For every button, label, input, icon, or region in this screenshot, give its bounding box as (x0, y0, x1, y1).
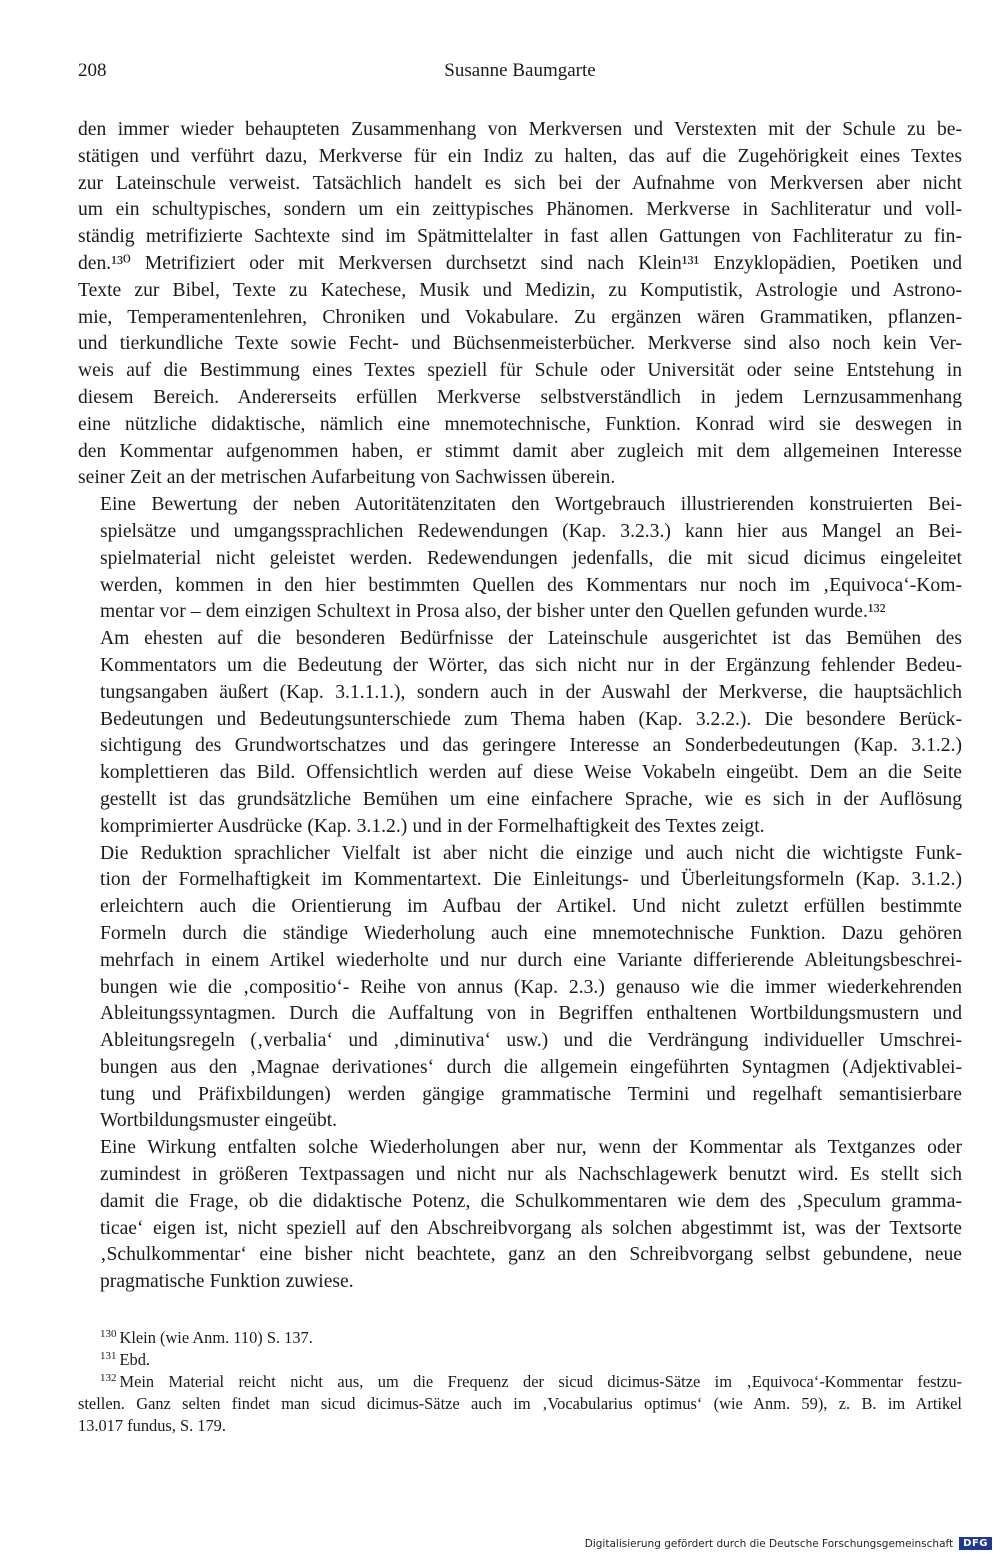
text-line: um ein schultypisches, sondern um ein zeittypisches Phänomen. Merkverse in Sachliteratur und voll- (78, 199, 962, 221)
text-line: Texte zur Bibel, Texte zu Katechese, Musik und Medizin, zu Komputistik, Astrologie und Astrono- (78, 279, 962, 301)
text-line: den immer wieder behaupteten Zusammenhang von Merkversen und Verstexten mit der Schule zu be- (78, 119, 962, 140)
text-line: diesem Bereich. Andererseits erfüllen Merkverse selbstverständlich in jedem Lernzusammenhang (78, 386, 962, 408)
footnote-text: Mein Material reicht nicht aus, um die Frequenz der sicud dicimus-Sätze im ‚Equivoca‘-Kommentar festzu- (119, 1372, 962, 1391)
text-line: zur Lateinschule verweist. Tatsächlich handelt es sich bei der Aufnahme von Merkversen aber nicht (78, 172, 962, 194)
text-line: bungen wie die ‚compositio‘- Reihe von annus (Kap. 2.3.) genauso wie die immer wiederkehrenden (100, 976, 962, 998)
text-line: Formeln durch die ständige Wiederholung auch eine mnemotechnische Funktion. Dazu gehören (100, 922, 962, 944)
text-line: komplettieren das Bild. Offensichtlich werden auf diese Weise Vokabeln eingeübt. Dem an die Seite (100, 762, 962, 784)
text-line: Ableitungsregeln (‚verbalia‘ und ‚diminutiva‘ usw.) und die Verdrängung individueller Umschrei- (100, 1030, 962, 1052)
text-line: gestellt ist das grundsätzliche Bemühen um eine einfachere Sprache, wie es sich in der Auflösung (100, 788, 962, 810)
text-line: mehrfach in einem Artikel wiederholte und nur durch eine Variante differierende Ableitungsbeschrei- (100, 949, 962, 971)
footnote-number: 132 (100, 1372, 117, 1384)
text-line: werden, kommen in den hier bestimmten Quellen des Kommentars nur noch im ‚Equivoca‘-Kom- (100, 574, 962, 596)
footnotes (78, 1327, 962, 1437)
text-line: Eine Bewertung der neben Autoritätenzitaten den Wortgebrauch illustrierenden konstruierten Bei- (100, 494, 962, 516)
text-line: Kommentators um die Bedeutung der Wörter, das sich nicht nur in der Ergänzung fehlender Bedeu- (100, 654, 962, 676)
footnote-text: 13.017 fundus, S. 179. (78, 1416, 226, 1435)
text-line: spielsätze und umgangssprachlichen Redewendungen (Kap. 3.2.3.) kann hier aus Mangel an Bei- (100, 520, 962, 542)
footnote-text: Ebd. (119, 1350, 151, 1369)
footnote (78, 1327, 962, 1349)
text-line: ticae‘ eigen ist, nicht speziell auf den Abschreibvorgang als solchen abgestimmt ist, was der Textsorte (100, 1217, 962, 1239)
text-line: zumindest in größeren Textpassagen und nicht nur als Nachschlagewerk benutzt wird. Es stellt sich (100, 1164, 962, 1186)
text-line: ständig metrifizierte Sachtexte sind im Spätmittelalter in fast allen Gattungen von Fachliteratur zu fin- (78, 226, 962, 248)
paragraph (78, 1135, 962, 1296)
text-line: komprimierter Ausdrücke (Kap. 3.1.2.) und in der Formelhaftigkeit des Textes zeigt. (100, 815, 765, 837)
dfg-logo: DFG (959, 1537, 992, 1550)
text-line: tung und Präfixbildungen) werden gängige grammatische Termini und regelhaft semantisierbare (100, 1083, 962, 1105)
footnote-text: Klein (wie Anm. 110) S. 137. (119, 1328, 313, 1347)
paragraph (78, 492, 962, 626)
text-line: bungen aus den ‚Magnae derivationes‘ durch die allgemein eingeführten Syntagmen (Adjektivablei- (100, 1056, 962, 1078)
text-line: sichtigung des Grundwortschatzes und das geringere Interesse an Sonderbedeutungen (Kap. 3.1.2.) (100, 735, 962, 757)
text-line: mie, Temperamentenlehren, Chroniken und Vokabulare. Zu ergänzen wären Grammatiken, pflanzen- (78, 306, 962, 328)
text-line: Wortbildungsmuster eingeübt. (100, 1110, 338, 1132)
text-line: eine nützliche didaktische, nämlich eine mnemotechnische, Funktion. Konrad wird sie deswegen in (78, 413, 962, 435)
text-line: erleichtern auch die Orientierung im Aufbau der Artikel. Und nicht zuletzt erfüllen bestimmte (100, 896, 962, 918)
text-line: Bedeutungen und Bedeutungsunterschiede zum Thema haben (Kap. 3.2.2.). Die besondere Berück- (100, 708, 962, 730)
text-line: weis auf die Bestimmung eines Textes speziell für Schule oder Universität oder seine Entstehung in (78, 360, 962, 382)
body-text (78, 117, 962, 1296)
footnote-number: 130 (100, 1328, 117, 1340)
text-line: Ableitungssyntagmen. Durch die Auffaltung von in Begriffen enthaltenen Wortbildungsmustern und (100, 1003, 962, 1025)
text-line: ‚Schulkommentar‘ eine bisher nicht beachtete, ganz an den Schreibvorgang selbst gebundene, neue (100, 1244, 962, 1266)
text-line: den Kommentar aufgenommen haben, er stimmt damit aber zugleich mit dem allgemeinen Interesse (78, 440, 962, 462)
text-line: pragmatische Funktion zuwiese. (100, 1271, 354, 1293)
funding-footer (585, 1537, 992, 1550)
text-line: und tierkundliche Texte sowie Fecht- und Büchsenmeisterbücher. Merkverse sind also noch kein Ver- (78, 333, 962, 355)
paragraph (78, 117, 962, 492)
funding-note: Digitalisierung gefördert durch die Deutsche Forschungsgemeinschaft (584, 1537, 954, 1550)
text-line: Die Reduktion sprachlicher Vielfalt ist aber nicht die einzige und auch nicht die wichtigste Funk- (100, 842, 962, 864)
footnote-number: 131 (100, 1350, 117, 1362)
footnote (78, 1371, 962, 1437)
text-line: Eine Wirkung entfalten solche Wiederholungen aber nur, wenn der Kommentar als Textganzes oder (100, 1137, 962, 1159)
text-line: mentar vor – dem einzigen Schultext in Prosa also, der bisher unter den Quellen gefunden wurde.¹³² (100, 601, 886, 623)
paragraph (78, 841, 962, 1136)
page-number: 208 (78, 60, 107, 81)
page-header (78, 60, 962, 90)
text-line: spielmaterial nicht geleistet werden. Redewendungen jedenfalls, die mit sicud dicimus eingeleitet (100, 547, 962, 569)
text-line: tungsangaben äußert (Kap. 3.1.1.1.), sondern auch in der Auswahl der Merkverse, die hauptsächlich (100, 681, 962, 703)
text-line: tion der Formelhaftigkeit im Kommentartext. Die Einleitungs- und Überleitungsformeln (Kap. 3.1.2.) (100, 869, 962, 891)
text-line: den.¹³⁰ Metrifiziert oder mit Merkversen durchsetzt sind nach Klein¹³¹ Enzyklopädien, Poetiken und (78, 252, 962, 274)
footnote-text: stellen. Ganz selten findet man sicud dicimus-Sätze auch im ‚Vocabularius optimus‘ (wie Anm. 59), z. B. im Artikel (78, 1394, 962, 1413)
text-line: seiner Zeit an der metrischen Aufarbeitung von Sachwissen überein. (78, 467, 616, 489)
footnote (78, 1349, 962, 1371)
text-line: Am ehesten auf die besonderen Bedürfnisse der Lateinschule ausgerichtet ist das Bemühen des (100, 628, 962, 650)
text-line: stätigen und verführt dazu, Merkverse für ein Indiz zu halten, das auf die Zugehörigkeit eines Textes (78, 145, 962, 167)
text-line: damit die Frage, ob die didaktische Potenz, die Schulkommentaren wie dem des ‚Speculum gramma- (100, 1190, 962, 1212)
running-head: Susanne Baumgarte (444, 60, 596, 81)
paragraph (78, 626, 962, 840)
